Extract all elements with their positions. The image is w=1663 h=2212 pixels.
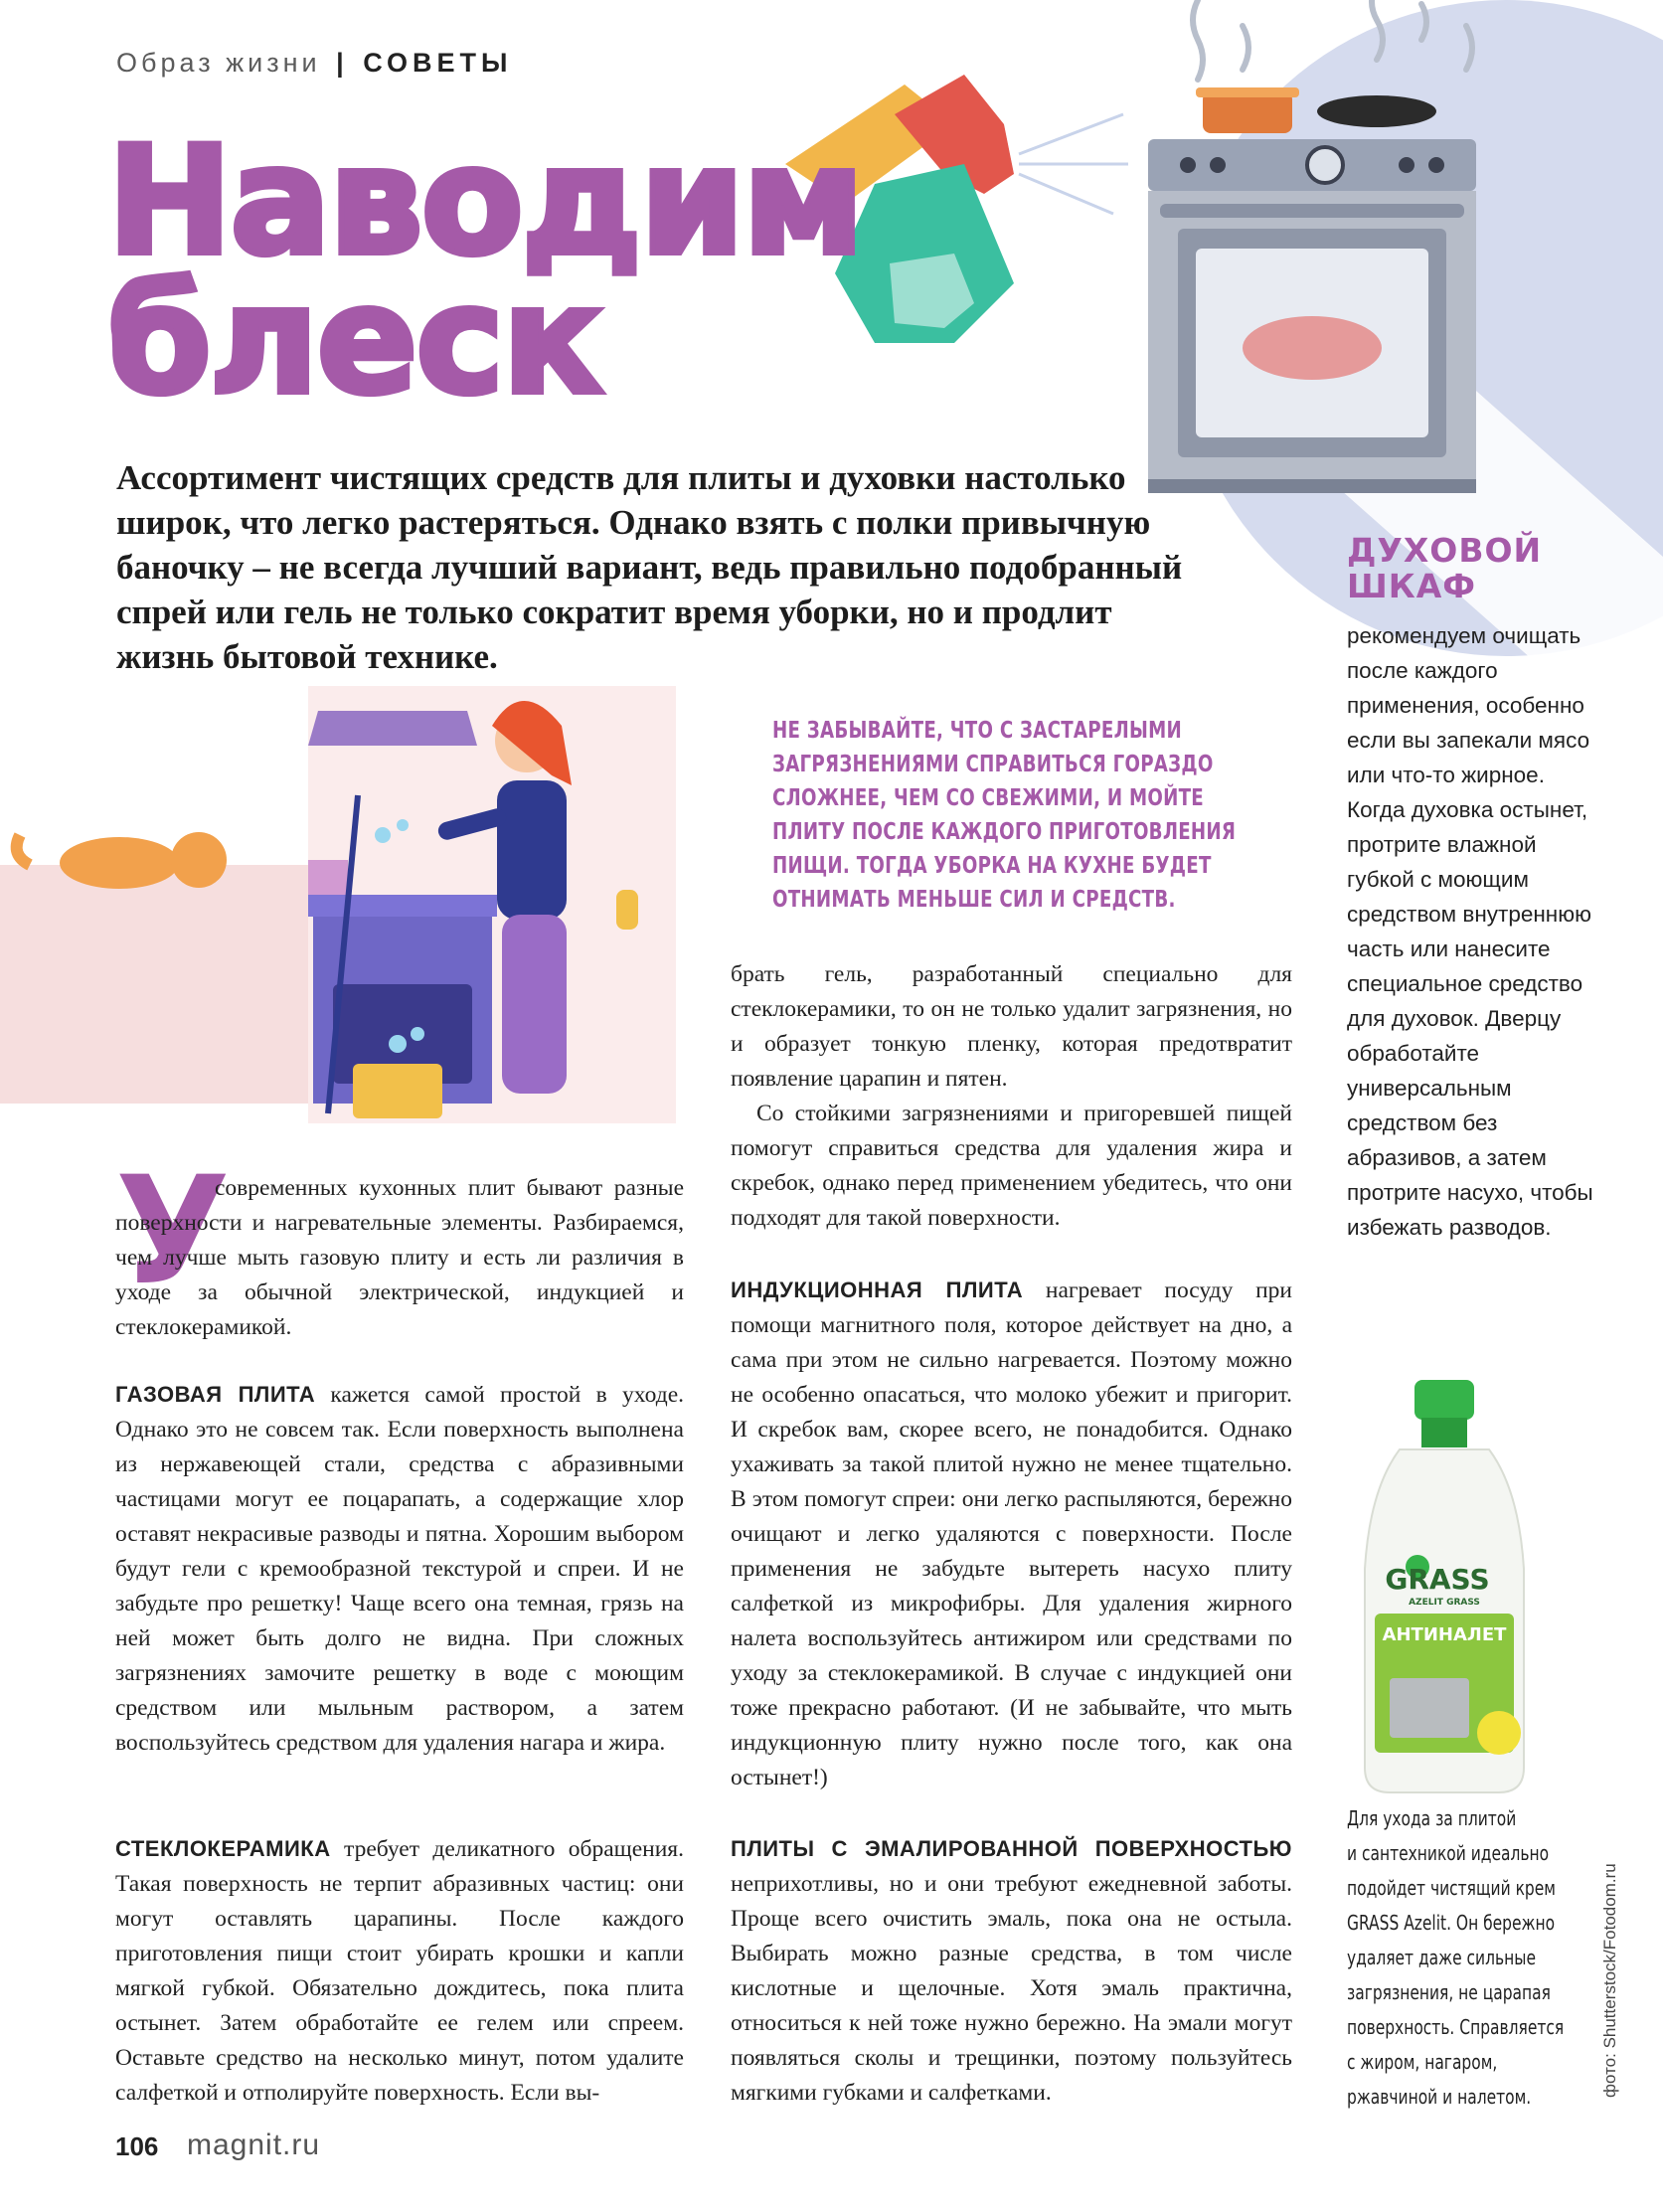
induction-paragraph [731,1273,1292,1795]
photo-credit: фото: Shutterstock/Fotodom.ru [1600,1863,1619,2098]
drop-cap-letter: У [115,1145,231,1318]
caption-line: GRASS Azelit. Он бережно [1347,1911,1556,1935]
subsection-name: СОВЕТЫ [363,48,513,78]
product-caption [1347,1801,1565,2115]
gas-stove-paragraph [115,1377,684,1761]
site-link[interactable]: magnit.ru [187,2128,321,2161]
glass-ceramic-continued [731,957,1292,1236]
section-label [116,48,512,79]
caption-line: и сантехникой идеально [1347,1841,1550,1865]
sidebar-heading [1347,533,1542,604]
article-title-line-2: блеск [107,255,602,427]
cat-icon [60,837,179,889]
page-number: 106 [115,2131,159,2161]
continued-paragraph-1: брать гель, разработанный специально для стеклокерамики, то он не только удалит загрязнения, но и образует тонкую пленку, которая предотвратит появление царапин и пятен. [731,961,1292,1092]
caption-line: поверхность. Справляется [1347,2015,1565,2039]
enamel-paragraph [731,1831,1292,2111]
sidebar-heading-line-1: ДУХОВОЙ [1347,531,1543,570]
induction-heading: ИНДУКЦИОННАЯ ПЛИТА [731,1277,1024,1302]
caption-line: загрязнения, не царапая [1347,1980,1551,2004]
glass-ceramic-heading: СТЕКЛОКЕРАМИКА [115,1836,331,1861]
caption-line: с жиром, нагаром, [1347,2050,1498,2074]
sidebar-heading-line-2: ШКАФ [1347,567,1477,605]
section-name: Образ жизни [116,48,321,78]
lead-paragraph: Ассортимент чистящих средств для плиты и духовки настолько широк, что легко растеряться. Однако взять с полки привычную баночку – не всегда лучший вариант, ведь правильно подобранный спрей или гель не только сократит время уборки, но и продлит жизнь бытовой технике. [116,458,1183,676]
section-separator: | [336,48,348,78]
product-sub-brand: AZELIT GRASS [1409,1598,1480,1608]
callout-tip: НЕ ЗАБЫВАЙТЕ, ЧТО С ЗАСТАРЕЛЫМИ ЗАГРЯЗНЕНИЯМИ СПРАВИТЬСЯ ГОРАЗДО СЛОЖНЕЕ, ЧЕМ СО СВЕЖИМИ, И МОЙТЕ ПЛИТУ ПОСЛЕ КАЖДОГО ПРИГОТОВЛЕНИЯ ПИЩИ. ТОГДА УБОРКА НА КУХНЕ БУДЕТ ОТНИМАТЬ МЕНЬШЕ СИЛ И СРЕДСТВ. [772,718,1237,913]
cleaning-woman-illustration [0,686,676,1163]
article-title-line-1: Наводим [107,115,863,288]
caption-line: ржавчиной и налетом. [1347,2085,1532,2109]
intro-text: современных кухонных плит бывают разные поверхности и нагревательные элементы. Разбираемся, чем лучше мыть газовую плиту и есть ли различия в уходе за обычной электрической, индукцией и стеклокерамикой. [115,1175,684,1340]
enamel-heading: ПЛИТЫ С ЭМАЛИРОВАННОЙ ПОВЕРХНОСТЬЮ [731,1836,1292,1861]
caption-line: подойдет чистящий крем [1347,1876,1556,1900]
caption-line: удаляет даже сильные [1347,1946,1536,1969]
sidebar-text: рекомендуем очищать после каждого применения, особенно если вы запекали мясо или что-то жирное. Когда духовка остынет, протрите влажной губкой с моющим средством внутреннюю часть или нанесите специальное средство для духовок. Дверцу обработайте универсальным средством без абразивов, а затем протрите насухо, чтобы избежать разводов. [1347,623,1593,1240]
glass-ceramic-paragraph [115,1831,684,2111]
caption-line: Для ухода за плитой [1347,1806,1517,1830]
intro-paragraph [115,1171,684,1345]
product-bottle-image [1330,1380,1559,1802]
glass-ceramic-text: требует деликатного обращения. Такая поверхность не терпит абразивных частиц: они могут оставлять царапины. После каждого приготовления пищи стоит убирать крошки и капли мягкой губкой. Обязательно дождитесь, пока плита остынет. Затем обработайте ее гелем или спреем. Оставьте средство на несколько минут, потом удалите салфеткой и отполируйте поверхность. Если вы- [115,1836,684,2106]
gas-stove-text: кажется самой простой в уходе. Однако это не совсем так. Если поверхность выполнена из нержавеющей стали, средства с абразивными частицами могут ее поцарапать, а содержащие хлор оставят некрасивые разводы и пятна. Хорошим выбором будут гели с кремообразной текстурой и спреи. И не забудьте про решетку! Чаще всего она темная, грязь на ней может быть долго не видна. При сложных загрязнениях замочите решетку в воде с моющим средством или мыльным раствором, а затем воспользуйтесь средством для удаления нагара и жира. [115,1382,684,1756]
enamel-text: неприхотливы, но и они требуют ежедневной заботы. Проще всего очистить эмаль, пока она не остыла. Выбирать можно разные средства, в том числе кислотные и щелочные. Хотя эмаль практична, относиться к ней тоже нужно бережно. На эмали могут появляться сколы и трещинки, поэтому пользуйтесь мягкими губками и салфетками. [731,1871,1292,2106]
product-brand: GRASS [1385,1563,1490,1596]
gas-stove-heading: ГАЗОВАЯ ПЛИТА [115,1382,316,1407]
continued-paragraph-2: Со стойкими загрязнениями и пригоревшей пищей помогут справиться средства для удаления жира и скребок, однако перед применением убедитесь, что они подходят для такой поверхности. [731,1101,1292,1231]
pot-icon [1203,91,1292,133]
induction-text: нагревает посуду при помощи магнитного поля, которое действует на дно, а сама при этом не сильно нагревается. Поэтому можно не особенно опасаться, что молоко убежит и пригорит. И скребок вам, скорее всего, не понадобится. Однако ухаживать за такой плитой нужно не менее тщательно. В этом помогут спреи: они легко распыляются, бережно очищают и легко удаляются с поверхности. После применения не забудьте вытереть насухо плиту салфеткой из микрофибры. Для удаления жирного налета воспользуйтесь антижиром или средствами по уходу за стеклокерамикой. В случае с индукцией они тоже прекрасно работают. (И не забывайте, что мыть индукционную плиту нужно после того, как она остынет!) [731,1277,1292,1790]
product-label: АНТИНАЛЕТ [1382,1624,1507,1645]
